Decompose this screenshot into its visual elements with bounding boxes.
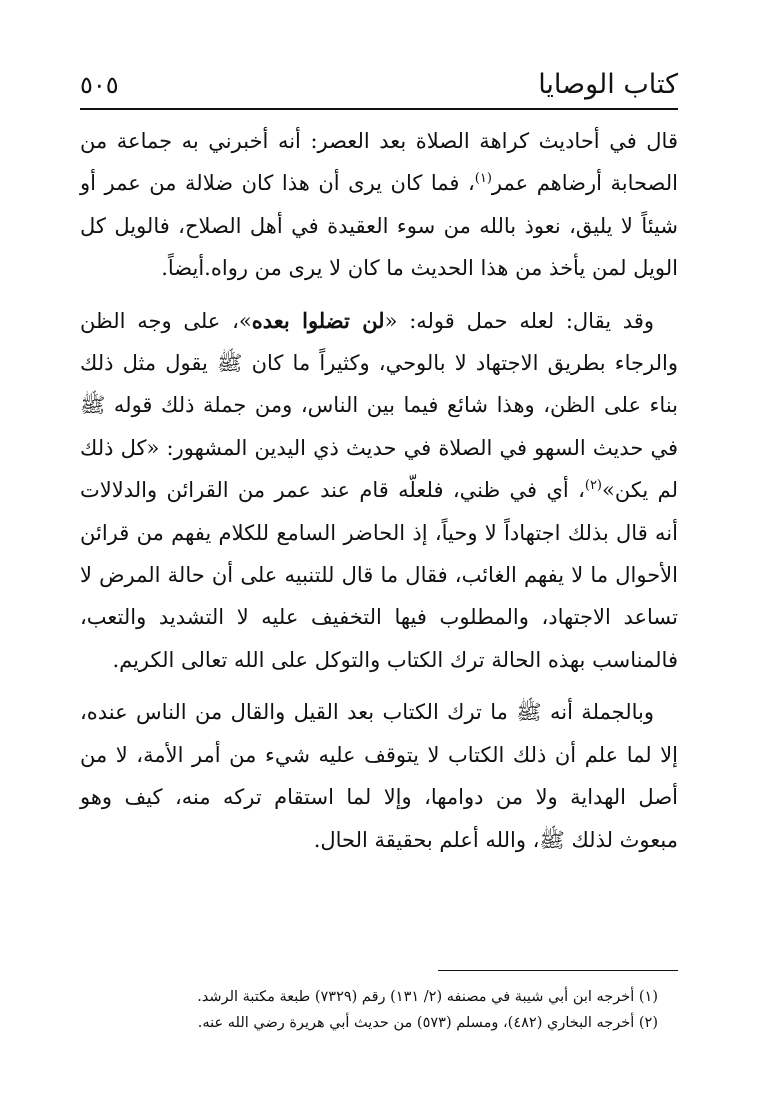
footnote-1: (١) أخرجه ابن أبي شيبة في مصنفه (٢/ ١٣١) رقم (٧٣٢٩) طبعة مكتبة الرشد.: [197, 989, 658, 1005]
page-number: ٥٠٥: [80, 71, 119, 99]
paragraph: [80, 120, 678, 290]
text-run: ، أي في ظني، فلعلّه قام عند عمر من القرائن والدلالات أنه قال بذلك اجتهاداً لا وحياً، إذ الحاضر السامع للكلام يفهم من قرائن الأحوال ما لا يفهم الغائب، فقال ما قال للتنبيه على أن حالة المرض لا تساعد الاجتهاد، والمطلوب فيها التخفيف عليه لا التشديد والتعب، فالمناسب بهذه الحالة ترك الكتاب والتوكل على الله تعالى الكريم.: [80, 478, 678, 672]
footnotes: [80, 984, 658, 1036]
text-run: وقد يقال: لعله حمل قوله: «: [384, 308, 655, 333]
chapter-title: كتاب الوصايا: [538, 69, 678, 100]
paragraph: [80, 300, 678, 682]
footnote-2: (٢) أخرجه البخاري (٤٨٢)، ومسلم (٥٧٣) من حديث أبي هريرة رضي الله عنه.: [197, 1015, 658, 1031]
text-run: »، على وجه الظن والرجاء بطريق الاجتهاد لا بالوحي، وكثيراً ما كان ﷺ يقول مثل ذلك بناء على الظن، وهذا شائع فيما بين الناس، ومن جملة ذلك قوله ﷺ في حديث السهو في الصلاة في حديث ذي اليدين المشهور: «كل ذلك لم يكن»: [80, 308, 679, 503]
header-rule: [80, 108, 678, 110]
footnote-reference: (٢): [584, 478, 602, 494]
text-run: قال في أحاديث كراهة الصلاة بعد العصر: أنه أخبرني به جماعة من الصحابة أرضاهم عمر: [80, 129, 678, 196]
main-text: [80, 120, 678, 861]
footnote-rule: [438, 970, 678, 971]
paragraph: [80, 691, 678, 861]
text-run: وبالجملة أنه ﷺ ما ترك الكتاب بعد القيل والقال من الناس عنده، إلا لما علم أن ذلك الكتاب لا يتوقف عليه شيء من أمر الأمة، لا من أصل الهداية ولا من دوامها، وإلا لما استقام تركه منه، كيف وهو مبعوث لذلك ﷺ، والله أعلم بحقيقة الحال.: [80, 700, 678, 852]
footnote-reference: (١): [474, 171, 492, 187]
text-run: ، فما كان يرى أن هذا كان ضلالة من عمر أو شيئاً لا يليق، نعوذ بالله من سوء العقيدة في أهل الصلاح، فالويل كل الويل لمن يأخذ من هذا الحديث ما كان لا يرى من رواه.أيضاً.: [80, 171, 678, 281]
quoted-hadith: لن تضلوا بعده: [251, 307, 385, 333]
running-header: [80, 60, 678, 106]
